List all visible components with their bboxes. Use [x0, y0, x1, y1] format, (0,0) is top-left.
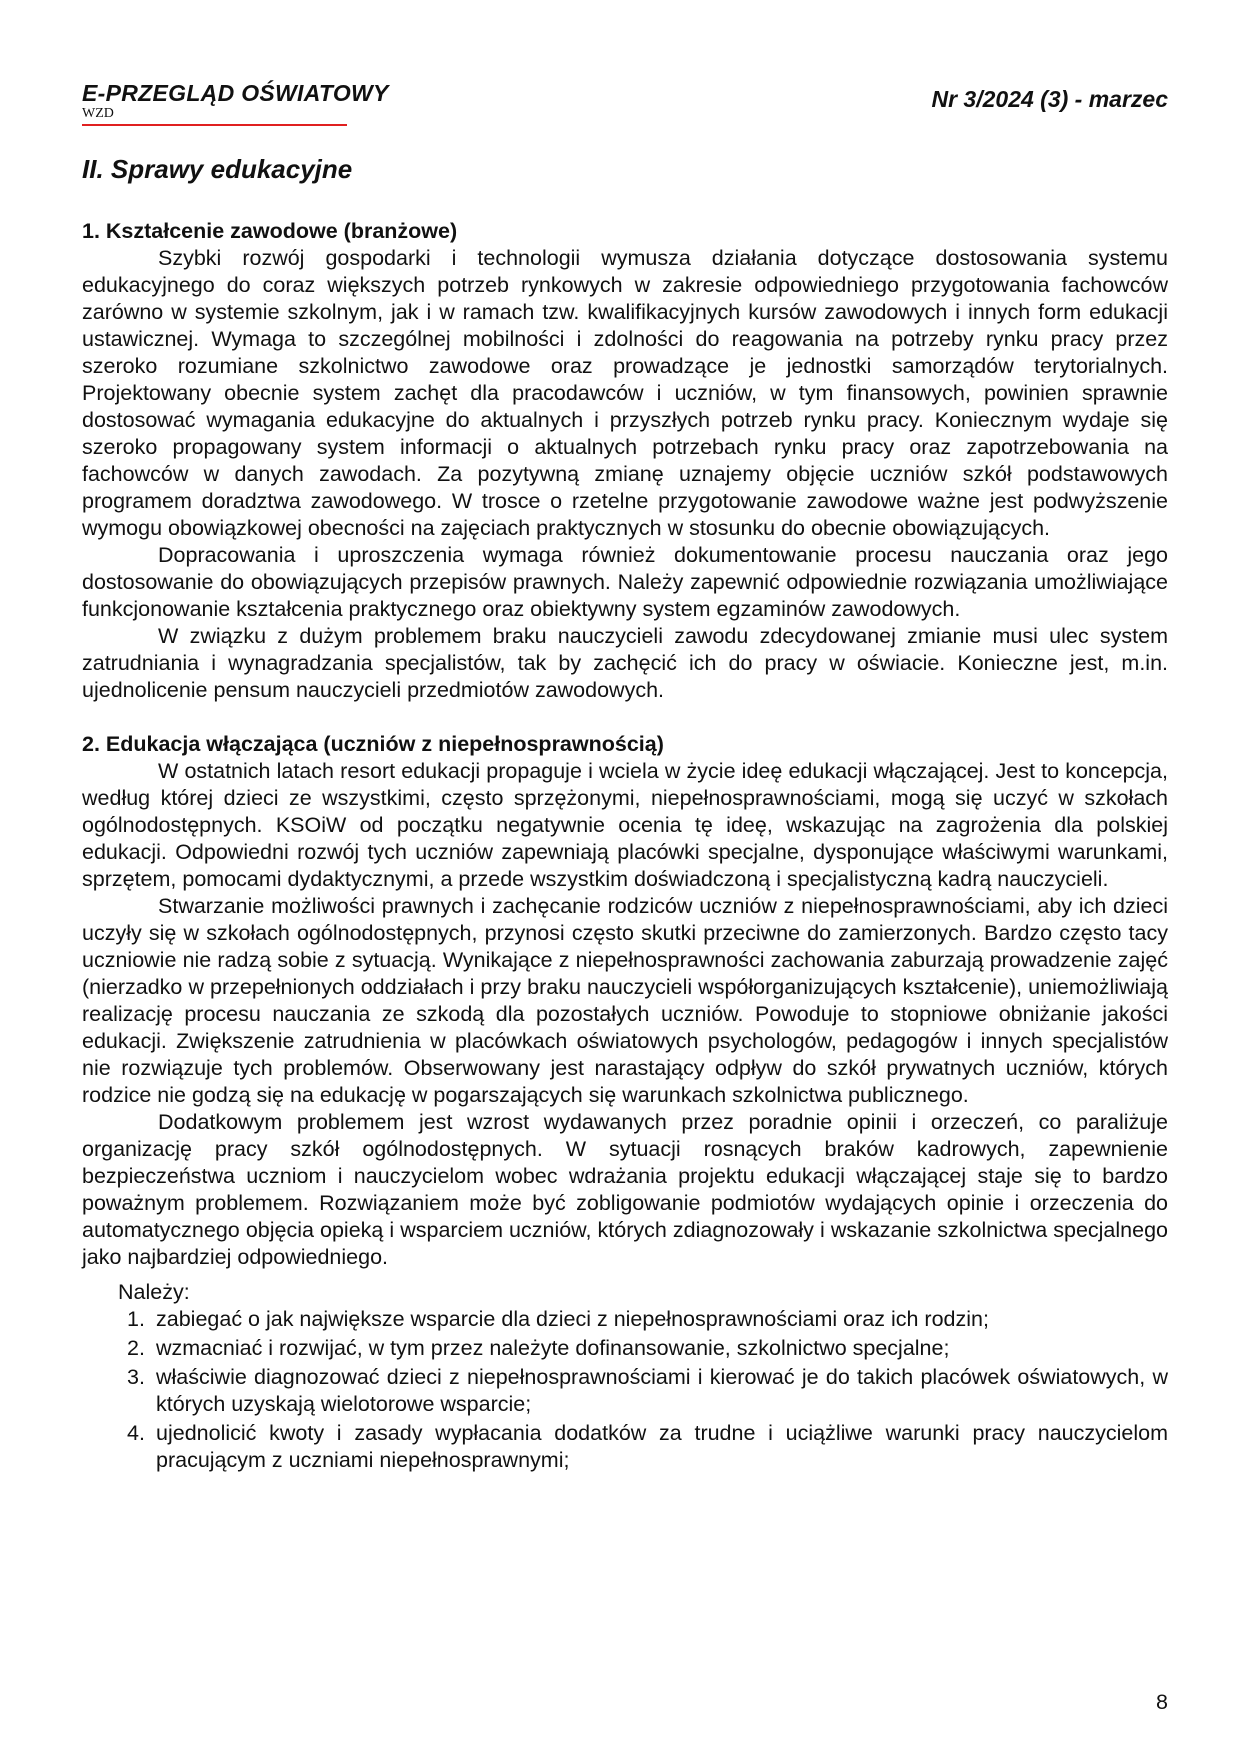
journal-subtitle: WZD [82, 106, 114, 121]
list-item-text: właściwie diagnozować dzieci z niepełnosprawnościami i kierować je do takich placówek oświatowych, w których uzyskają wielotorowe wsparcie; [156, 1365, 1168, 1416]
list-item-text: wzmacniać i rozwijać, w tym przez należyte dofinansowanie, szkolnictwo specjalne; [156, 1336, 950, 1360]
list-item-text: ujednolicić kwoty i zasady wypłacania dodatków za trudne i uciążliwe warunki pracy nauczycielom pracującym z uczniami niepełnosprawnymi; [156, 1421, 1168, 1472]
list-item [82, 1335, 1168, 1362]
section-title: II. Sprawy edukacyjne [82, 154, 353, 184]
numbered-list [82, 1306, 1168, 1474]
paragraph: W ostatnich latach resort edukacji propaguje i wciela w życie ideę edukacji włączającej. Jest to koncepcja, według której dzieci ze wszystkimi, często sprzężonymi, niepełnosprawnościami, mogą się uczyć w szkołach ogólnodostępnych. KSOiW od początku negatywnie ocenia tę ideę, wskazując na zagrożenia dla polskiej edukacji. Odpowiedni rozwój tych uczniów zapewniają placówki specjalne, dysponujące właściwymi warunkami, sprzętem, pomocami dydaktycznymi, a przede wszystkim doświadczoną i specjalistyczną kadrą nauczycieli. [82, 759, 1168, 891]
page-number: 8 [1156, 1690, 1168, 1714]
spacer [82, 704, 1168, 731]
paragraph: Szybki rozwój gospodarki i technologii wymusza działania dotyczące dostosowania systemu edukacyjnego do coraz większych potrzeb rynkowych w zakresie odpowiedniego przygotowania fachowców zarówno w systemie szkolnym, jak i w ramach tzw. kwalifikacyjnych kursów zawodowych i innych form edukacji ustawicznej. Wymaga to szczególnej mobilności i zdolności do reagowania na potrzeby rynku pracy przez szeroko rozumiane szkolnictwo zawodowe oraz prowadzące je jednostki samorządów terytorialnych. Projektowany obecnie system zachęt dla pracodawców i uczniów, w tym finansowych, powinien sprawnie dostosować wymagania edukacyjne do aktualnych i przyszłych potrzeb rynku pracy. Koniecznym wydaje się szeroko propagowany system informacji o aktualnych potrzebach rynku pracy oraz zapotrzebowania na fachowców w danych zawodach. Za pozytywną zmianę uznajemy objęcie uczniów szkół podstawowych programem doradztwa zawodowego. W trosce o rzetelne przygotowanie zawodowe ważne jest podwyższenie wymogu obowiązkowej obecności na zajęciach praktycznych w stosunku do obecnie obowiązujących. [82, 246, 1168, 540]
list-item-text: zabiegać o jak największe wsparcie dla dzieci z niepełnosprawnościami oraz ich rodzin; [156, 1307, 989, 1331]
header-rule [82, 124, 347, 126]
list-item [82, 1420, 1168, 1474]
issue-number: Nr 3/2024 (3) - marzec [931, 86, 1168, 112]
list-item-number: 1. [127, 1307, 145, 1331]
subsection-heading: 1. Kształcenie zawodowe (branżowe) [82, 219, 458, 243]
paragraph: Dopracowania i uproszczenia wymaga również dokumentowanie procesu nauczania oraz jego dostosowanie do obowiązujących przepisów prawnych. Należy zapewnić odpowiednie rozwiązania umożliwiające funkcjonowanie kształcenia praktycznego oraz obiektywny system egzaminów zawodowych. [82, 543, 1168, 621]
list-item [82, 1306, 1168, 1333]
paragraph: W związku z dużym problemem braku nauczycieli zawodu zdecydowanej zmianie musi ulec system zatrudniania i wynagradzania specjalistów, tak by zachęcić ich do pracy w oświacie. Konieczne jest, m.in. ujednolicenie pensum nauczycieli przedmiotów zawodowych. [82, 624, 1168, 702]
main-content [82, 218, 1168, 1476]
list-intro: Należy: [118, 1280, 190, 1304]
list-item-number: 3. [127, 1365, 145, 1389]
subsection-heading: 2. Edukacja włączająca (uczniów z niepełnosprawnością) [82, 732, 664, 756]
journal-title: E-PRZEGLĄD OŚWIATOWY [82, 80, 389, 106]
page-header [82, 80, 1168, 130]
list-item-number: 4. [127, 1421, 145, 1445]
paragraph: Stwarzanie możliwości prawnych i zachęcanie rodziców uczniów z niepełnosprawnościami, aby ich dzieci uczyły się w szkołach ogólnodostępnych, przynosi często skutki przeciwne do zamierzonych. Bardzo często tacy uczniowie nie radzą sobie z sytuacją. Wynikające z niepełnosprawności zachowania zaburzają prowadzenie zajęć (nierzadko w przepełnionych oddziałach i przy braku nauczycieli współorganizujących kształcenie), uniemożliwiają realizację procesu nauczania ze szkodą dla pozostałych uczniów. Powoduje to stopniowe obniżanie jakości edukacji. Zwiększenie zatrudnienia w placówkach oświatowych psychologów, pedagogów i innych specjalistów nie rozwiązuje tych problemów. Obserwowany jest narastający odpływ do szkół prywatnych uczniów, których rodzice nie godzą się na edukację w pogarszających się warunkach szkolnictwa publicznego. [82, 894, 1168, 1107]
paragraph: Dodatkowym problemem jest wzrost wydawanych przez poradnie opinii i orzeczeń, co paraliżuje organizację pracy szkół ogólnodostępnych. W sytuacji rosnących braków kadrowych, zapewnienie bezpieczeństwa uczniom i nauczycielom wobec wdrażania projektu edukacji włączającej staje się to bardzo poważnym problemem. Rozwiązaniem może być zobligowanie podmiotów wydających opinie i orzeczenia do automatycznego objęcia opieką i wsparciem uczniów, których zdiagnozowały i wskazanie szkolnictwa specjalnego jako najbardziej odpowiedniego. [82, 1110, 1168, 1269]
list-item [82, 1364, 1168, 1418]
list-item-number: 2. [127, 1336, 145, 1360]
